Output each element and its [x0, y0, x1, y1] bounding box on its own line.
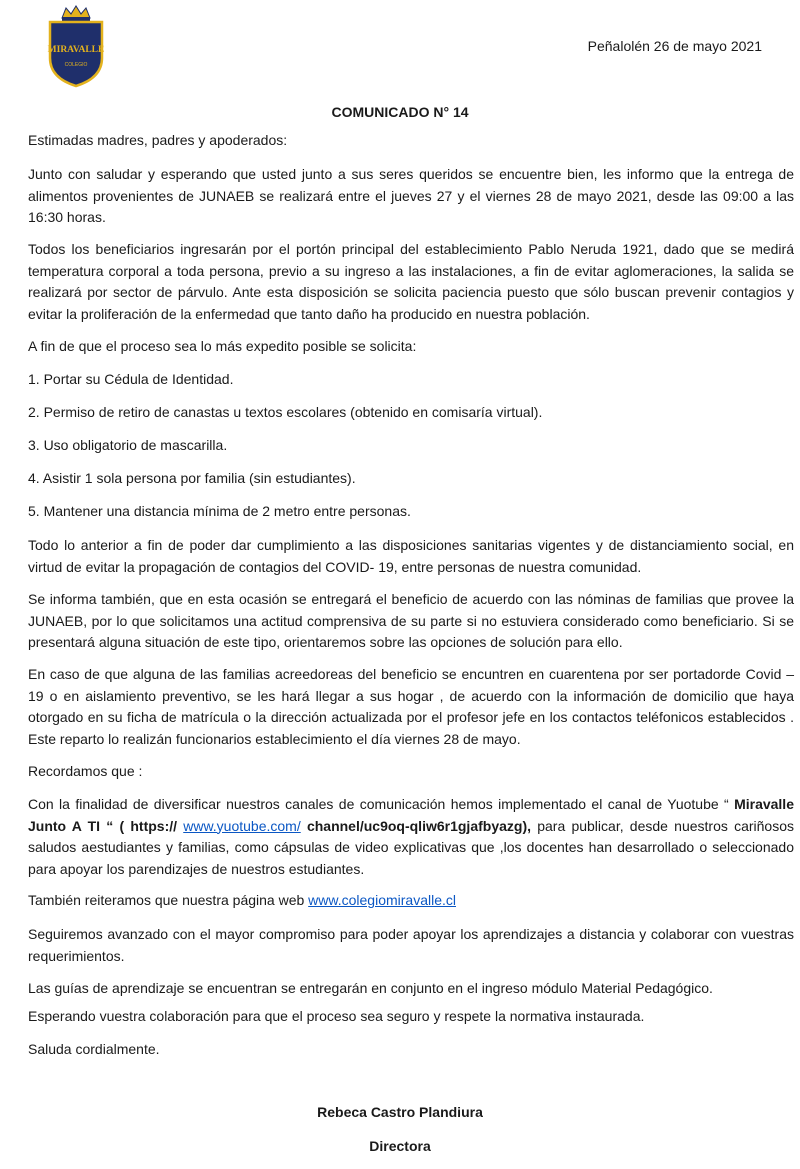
list-intro: A fin de que el proceso sea lo más expedito posible se solicita: [28, 338, 417, 354]
salutation: Estimadas madres, padres y apoderados: [28, 132, 288, 148]
website-lead: También reiteramos que nuestra página web [28, 892, 309, 908]
paragraph-delivery-dates: Junto con saludar y esperando que usted junto a sus seres queridos se encuentre bien, les informo que la entrega de alimentos provenientes de JUNAEB se realizará entre el jueves 27 y el viernes 28 de mayo 2021, desde las 09:00 a las 16:30 horas. [28, 166, 794, 225]
paragraph-quarantine-delivery: En caso de que alguna de las familias acreedoreas del beneficio se encuntren en cuarentena por ser portadorde Covid – 19 o en aislamiento preventivo, se les hará llegar a sus hogar , de acuerdo con la información de domicilio que haya otorgado en su ficha de matrícula o la dirección actualizada por el profesor jefe en los contactos teléfonicos establecidos . Este reparto lo realizán funcionarios establecimiento el día viernes 28 de mayo. [28, 666, 794, 747]
logo-text-main: MIRAVALLE [47, 45, 105, 55]
youtube-link[interactable]: www.yuotube.com/ [183, 817, 301, 834]
closing-line: Saluda cordialmente. [28, 1041, 160, 1057]
reminder-heading: Recordamos que : [28, 763, 143, 779]
paragraph-sanitary-provisions: Todo lo anterior a fin de poder dar cumplimiento a las disposiciones sanitarias vigentes y de distanciamiento social, en virtud de evitar la propagación de contagios del COVID- 19, entre personas de nuestra comunidad. [28, 537, 794, 575]
list-item: 5. Mantener una distancia mínima de 2 metro entre personas. [28, 503, 411, 519]
youtube-paragraph-tail: para publicar, desde nuestros cariñosos saludos aestudiantes y familias, como cápsulas de video explicativas que ,los docentes han desarrollado o seleccionado para apoyar los parendizajes de nuestros estudiantes. [28, 817, 794, 877]
logo-text-sub: COLEGIO [64, 62, 88, 68]
list-item: 3. Uso obligatorio de mascarilla. [28, 437, 228, 453]
list-item: 2. Permiso de retiro de canastas u textos escolares (obtenido en comisaría virtual). [28, 404, 543, 420]
letter-title: COMUNICADO N° 14 [331, 104, 469, 120]
paragraph-youtube-channel [28, 794, 794, 880]
youtube-channel-path: channel/uc9oq-qliw6r1gjafbyazg), [300, 817, 531, 834]
list-item: 4. Asistir 1 sola persona por familia (sin estudiantes). [28, 470, 356, 486]
paragraph-beneficiary-lists: Se informa también, que en esta ocasión se entregará el beneficio de acuerdo con las nóminas de familias que provee la JUNAEB, por lo que solicitamos una actitud comprensiva de su parte si no estuviera considerado como beneficiario. Si se presentará alguna situación de este tipo, orientaremos sobre las opciones de solución para ello. [28, 591, 794, 650]
signature-role: Directora [369, 1138, 431, 1154]
youtube-channel-name: Miravalle Junto A TI “ ( https:// [28, 796, 794, 834]
paragraph-website [28, 890, 794, 912]
paragraph-commitment: Seguiremos avanzado con el mayor compromiso para poder apoyar los aprendizajes a distancia y colaborar con vuestras requerimientos. [28, 926, 794, 964]
letter-date: Peñalolén 26 de mayo 2021 [587, 38, 762, 54]
school-crest-logo [44, 4, 108, 88]
list-item: 1. Portar su Cédula de Identidad. [28, 371, 234, 387]
youtube-paragraph-lead: Con la finalidad de diversificar nuestros canales de comunicación hemos implementado el canal de Yuotube “ [28, 796, 735, 812]
website-link[interactable]: www.colegiomiravalle.cl [308, 892, 456, 908]
paragraph-learning-guides: Las guías de aprendizaje se encuentran se entregarán en conjunto en el ingreso módulo Material Pedagógico. [28, 980, 713, 996]
paragraph-entry-procedure: Todos los beneficiarios ingresarán por el portón principal del establecimiento Pablo Neruda 1921, dado que se medirá temperatura corporal a toda persona, previo a su ingreso a las instalaciones, a fin de evitar aglomeraciones, la salida se realizará por sector de párvulo. Ante esta disposición se solicita paciencia puesto que sólo buscan prevenir contagios y evitar la proliferación de la enfermedad que tanto daño ha producido en nuestra población. [28, 241, 794, 322]
paragraph-collaboration: Esperando vuestra colaboración para que el proceso sea seguro y respete la normativa instaurada. [28, 1008, 645, 1024]
signature-name: Rebeca Castro Plandiura [317, 1104, 483, 1120]
